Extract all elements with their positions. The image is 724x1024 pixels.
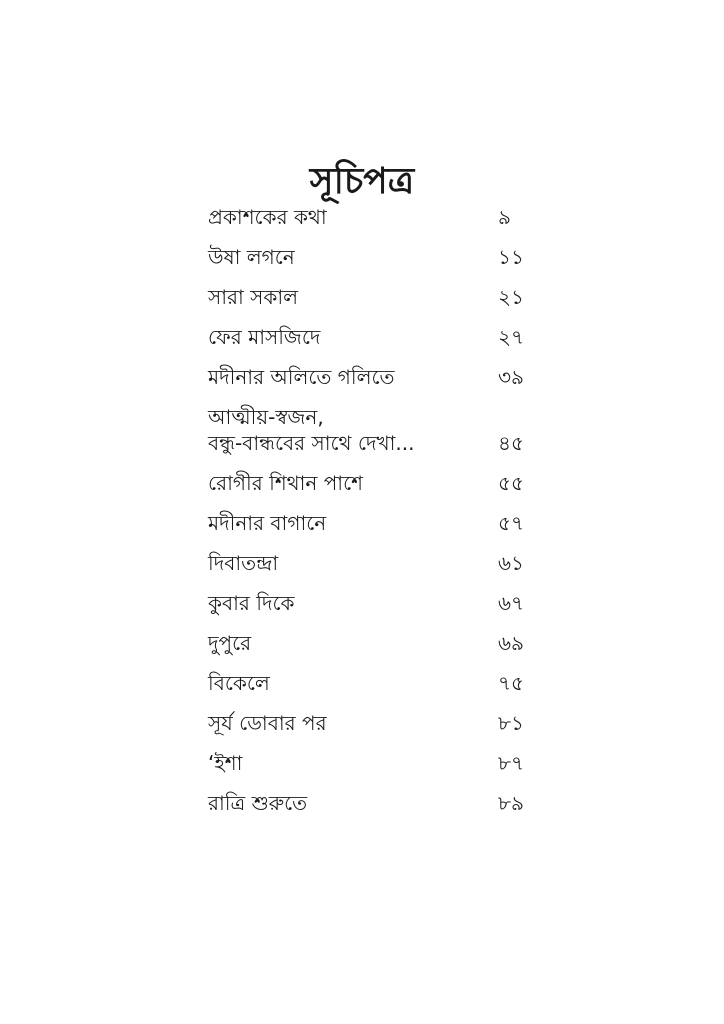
toc-entry-title-line: আত্মীয়-স্বজন, (208, 405, 324, 429)
toc-entry[interactable] (208, 244, 528, 270)
toc-entry-title-line: প্রকাশকের কথা (208, 205, 327, 229)
toc-entry[interactable] (208, 550, 528, 576)
toc-entry[interactable] (208, 470, 528, 496)
toc-entry-title-line: সূর্য ডোবার পর (208, 711, 327, 735)
page-title: সূচিপত্র (309, 161, 415, 203)
toc-entry[interactable] (208, 510, 528, 536)
toc-entry-title-line: বন্ধু-বান্ধবের সাথে দেখা... (208, 431, 415, 455)
toc-entry-title (208, 204, 478, 230)
toc-entry-title (208, 470, 478, 496)
toc-entry-title (208, 404, 478, 456)
toc-entry-title (208, 284, 478, 310)
toc-entry[interactable] (208, 790, 528, 816)
toc-entry[interactable] (208, 324, 528, 350)
toc-entry-title (208, 510, 478, 536)
toc-entry-title-line: মদীনার বাগানে (208, 511, 327, 535)
toc-entry-page-number: ৬১ (498, 551, 524, 575)
toc-entry[interactable] (208, 710, 528, 736)
toc-entry-title (208, 670, 478, 696)
toc-entry[interactable] (208, 670, 528, 696)
toc-entry-title-line: বিকেলে (208, 671, 270, 695)
toc-entry-page-number: ৭৫ (498, 671, 524, 695)
toc-entry[interactable] (208, 590, 528, 616)
toc-entry-title-line: রাত্রি শুরুতে (208, 791, 308, 815)
toc-entry-page-number: ৩৯ (498, 365, 524, 389)
toc-entry-title-line: ফের মাসজিদে (208, 325, 321, 349)
toc-entry-page-number: ৮৭ (498, 751, 524, 775)
toc-entry-page-number: ৫৭ (498, 511, 524, 535)
toc-entry[interactable] (208, 404, 528, 456)
toc-entry[interactable] (208, 750, 528, 776)
toc-entry-title-line: রোগীর শিথান পাশে (208, 471, 363, 495)
toc-entry-page-number: ৪৫ (498, 431, 524, 455)
toc-entry-title (208, 710, 478, 736)
toc-entry-title-line: সারা সকাল (208, 285, 299, 309)
toc-entry[interactable] (208, 204, 528, 230)
toc-entry-title-line: দিবাতন্দ্রা (208, 551, 279, 575)
toc-entry-page-number: ২৭ (498, 325, 525, 349)
toc-entry[interactable] (208, 630, 528, 656)
toc-entry-title-line: কুবার দিকে (208, 591, 295, 615)
table-of-contents (208, 204, 528, 830)
toc-entry-title (208, 790, 478, 816)
toc-entry[interactable] (208, 284, 528, 310)
toc-entry-page-number: ৬৭ (498, 591, 525, 615)
toc-entry-title (208, 630, 478, 656)
toc-entry-title-line: ‘ইশা (208, 751, 243, 775)
toc-entry-title (208, 750, 478, 776)
toc-entry-title (208, 244, 478, 270)
toc-entry-page-number: ১১ (498, 245, 524, 269)
toc-entry-page-number: ৮১ (498, 711, 524, 735)
toc-entry-title-line: মদীনার অলিতে গলিতে (208, 365, 395, 389)
toc-entry-page-number: ৫৫ (498, 471, 524, 495)
toc-entry-title (208, 364, 478, 390)
toc-entry-title (208, 324, 478, 350)
toc-entry-title (208, 590, 478, 616)
toc-entry-page-number: ৯ (498, 205, 511, 229)
toc-entry-page-number: ২১ (498, 285, 524, 309)
toc-entry-title-line: দুপুরে (208, 631, 252, 655)
toc-entry-title-line: উষা লগনে (208, 245, 295, 269)
toc-entry-title (208, 550, 478, 576)
toc-entry-page-number: ৮৯ (498, 791, 524, 815)
toc-entry-page-number: ৬৯ (498, 631, 524, 655)
toc-entry[interactable] (208, 364, 528, 390)
